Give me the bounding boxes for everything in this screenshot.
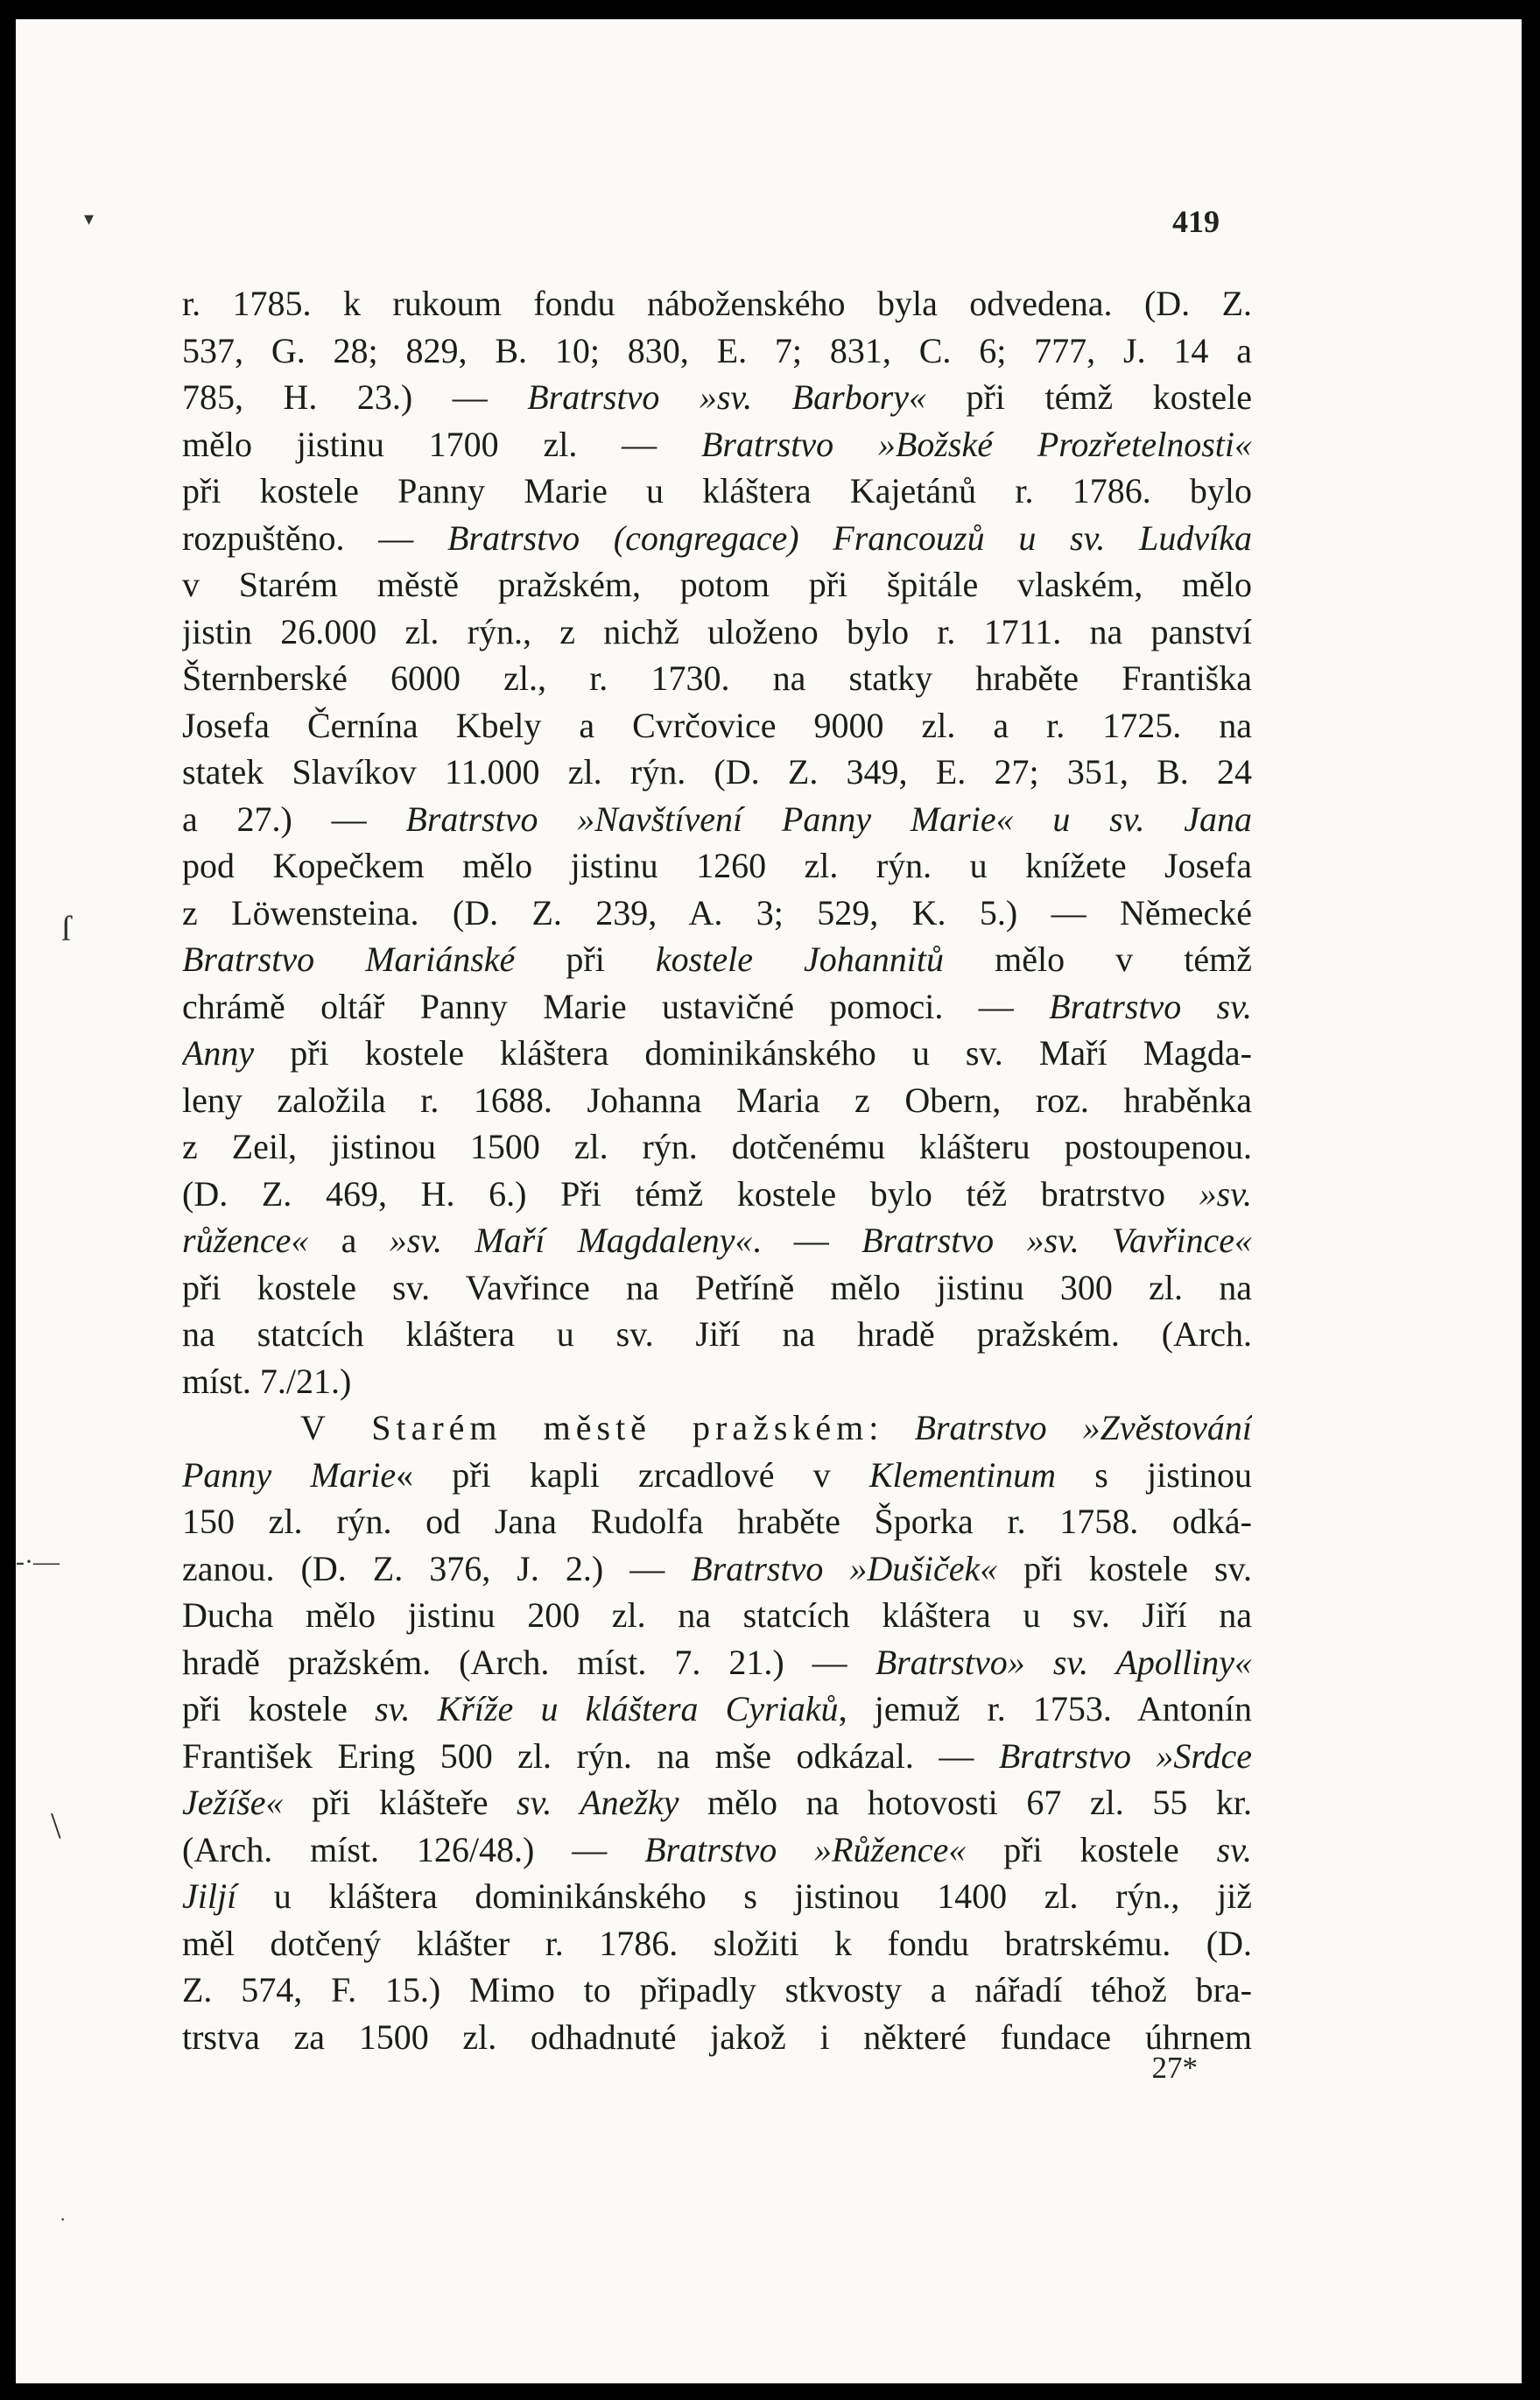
text-line <box>182 327 1252 375</box>
text-line <box>182 280 1252 327</box>
italic-segment: sv. Anežky <box>517 1783 679 1822</box>
text-segment: při kostele Panny Marie u kláštera Kajetánů r. 1786. bylo <box>182 471 1252 510</box>
italic-segment: Bratrstvo »Srdce <box>998 1735 1252 1776</box>
text-line <box>182 1123 1252 1171</box>
text-line <box>182 1452 1252 1499</box>
text-segment: na statcích kláštera u sv. Jiří na hradě pražském. (Arch. <box>182 1314 1252 1354</box>
italic-segment: Bratrstvo »sv. Barbory« <box>527 377 927 417</box>
text-line <box>182 1217 1252 1264</box>
text-line <box>182 421 1252 468</box>
text-segment: při témž kostele <box>926 377 1252 417</box>
text-segment: z Zeil, jistinou 1500 zl. rýn. dotčenému klášteru postoupenou. <box>182 1127 1252 1166</box>
italic-segment: Bratrstvo »Dušiček« <box>691 1548 998 1588</box>
text-segment: mělo v témž <box>944 940 1252 979</box>
italic-segment: Klementinum <box>868 1454 1057 1495</box>
text-segment: pod Kopečkem mělo jistinu 1260 zl. rýn. u knížete Josefa <box>182 846 1252 885</box>
text-segment: « při kapli zrcadlové v <box>396 1454 869 1495</box>
italic-segment: Bratrstvo »sv. Vavřince« <box>861 1221 1252 1260</box>
text-line <box>182 1733 1252 1780</box>
text-line <box>182 1592 1252 1639</box>
italic-segment: růžence« <box>182 1221 309 1260</box>
italic-segment: Anny <box>182 1033 255 1073</box>
text-line <box>182 1358 1252 1405</box>
text-segment: statek Slavíkov 11.000 zl. rýn. (D. Z. 349, E. 27; 351, B. 24 <box>182 752 1252 792</box>
text-line <box>182 1779 1252 1826</box>
text-line <box>182 1171 1252 1218</box>
text-segment: Z. 574, F. 15.) Mimo to připadly stkvosty a nářadí téhož bra- <box>182 1970 1252 2009</box>
margin-line-mark: \ <box>51 1806 61 1847</box>
italic-segment: »sv. Maří Magdaleny« <box>389 1221 753 1260</box>
text-segment: chrámě oltář Panny Marie ustavičné pomoci. — <box>182 986 1050 1026</box>
text-segment: trstva za 1500 zl. odhadnuté jakož i některé fundace úhrnem <box>182 2016 1252 2057</box>
text-segment: 537, G. 28; 829, B. 10; 830, E. 7; 831, C. 6; 777, J. 14 a <box>182 330 1252 370</box>
text-segment: v Starém městě pražském, potom při špitále vlaském, mělo <box>182 565 1252 604</box>
text-segment: mělo na hotovosti 67 zl. 55 kr. <box>679 1783 1252 1822</box>
text-segment: hradě pražském. (Arch. míst. 7. 21.) — <box>182 1642 875 1682</box>
text-line <box>182 796 1252 843</box>
margin-dot-mark: · <box>60 2208 67 2230</box>
italic-segment: Bratrstvo sv. <box>1049 986 1252 1026</box>
text-segment: u kláštera dominikánského s jistinou 1400 zl. rýn., již <box>236 1876 1252 1916</box>
text-segment: zanou. (D. Z. 376, J. 2.) — <box>182 1548 692 1588</box>
italic-segment: kostele Johannitů <box>655 940 945 979</box>
italic-segment: Ježíše« <box>182 1783 284 1822</box>
italic-segment: Bratrstvo» sv. Apolliny« <box>875 1642 1252 1682</box>
text-segment: rozpuštěno. — <box>182 517 447 558</box>
text-line <box>182 1311 1252 1358</box>
text-line <box>182 374 1252 421</box>
text-line <box>182 1639 1252 1686</box>
italic-segment: Bratrstvo »Růžence« <box>644 1829 967 1869</box>
text-segment: 150 zl. rýn. od Jana Rudolfa hraběte Šporka r. 1758. odká- <box>182 1502 1252 1541</box>
text-segment: a <box>308 1221 390 1260</box>
page-number: 419 <box>1172 204 1220 239</box>
text-segment: při kostele kláštera dominikánského u sv. Maří Magda- <box>254 1033 1252 1073</box>
text-segment: r. 1785. k rukoum fondu náboženského byla odvedena. (D. Z. <box>182 284 1252 323</box>
paper-sheet <box>16 19 1522 2383</box>
text-line <box>182 1826 1252 1874</box>
text-segment: , jemuž r. 1753. Antonín <box>838 1689 1252 1728</box>
text-segment: při klášteře <box>283 1783 517 1822</box>
text-segment: měl dotčený klášter r. 1786. složiti k fondu bratrskému. (D. <box>182 1923 1252 1963</box>
text-segment: Šternberské 6000 zl., r. 1730. na statky hraběte Františka <box>182 658 1252 698</box>
text-line <box>182 1967 1252 2014</box>
margin-dash-mark: -·— <box>16 1547 60 1576</box>
text-line <box>182 1545 1252 1593</box>
text-line <box>182 468 1252 515</box>
italic-segment: »sv. <box>1199 1173 1252 1214</box>
text-line <box>182 842 1252 890</box>
text-line <box>182 1920 1252 1967</box>
text-segment: při <box>515 940 656 979</box>
text-segment: (D. Z. 469, H. 6.) Při témž kostele bylo též bratrstvo <box>182 1173 1199 1214</box>
text-segment: při kostele <box>966 1829 1217 1869</box>
text-segment: František Ering 500 zl. rýn. na mše odkázal. — <box>182 1735 999 1776</box>
text-segment: mělo jistinu 1700 zl. — <box>182 424 701 464</box>
italic-segment: Bratrstvo »Zvěstování <box>914 1408 1252 1447</box>
italic-segment: sv. <box>1216 1829 1252 1869</box>
text-segment: Ducha mělo jistinu 200 zl. na statcích kláštera u sv. Jiří na <box>182 1595 1252 1635</box>
text-segment: : <box>868 1408 915 1447</box>
text-line <box>182 561 1252 609</box>
text-segment: leny založila r. 1688. Johanna Maria z Obern, roz. hraběnka <box>182 1080 1252 1120</box>
text-segment: při kostele sv. Vavřince na Petříně mělo jistinu 300 zl. na <box>182 1267 1252 1307</box>
text-line <box>182 702 1252 750</box>
italic-segment: Jiljí <box>182 1876 237 1916</box>
text-segment: a 27.) — <box>182 799 406 839</box>
text-line <box>182 1686 1252 1733</box>
text-line <box>182 1498 1252 1545</box>
text-line <box>182 1873 1252 1920</box>
text-line <box>182 936 1252 983</box>
text-segment: jistin 26.000 zl. rýn., z nichž uloženo bylo r. 1711. na panství <box>182 611 1252 651</box>
signature-mark: 27* <box>1151 2051 1198 2085</box>
italic-segment: Bratrstvo (congregace) Francouzů u sv. Ludvíka <box>447 517 1252 558</box>
text-line <box>182 609 1252 656</box>
body-text <box>182 280 1252 2060</box>
text-line <box>182 983 1252 1031</box>
text-segment: V Starém městě pražském <box>300 1408 869 1447</box>
text-segment: při kostele sv. <box>997 1548 1252 1588</box>
text-line <box>182 515 1252 562</box>
italic-segment: Bratrstvo »Navštívení Panny Marie« u sv. Jana <box>405 799 1252 839</box>
text-line <box>182 1077 1252 1124</box>
text-line <box>182 1404 1252 1452</box>
italic-segment: Panny Marie <box>182 1454 397 1495</box>
margin-tick-mark: ſ <box>61 909 72 948</box>
text-segment: z Löwensteina. (D. Z. 239, A. 3; 529, K. 5.) — Německé <box>182 892 1252 933</box>
text-segment: při kostele <box>182 1689 376 1728</box>
text-line <box>182 1264 1252 1312</box>
text-line <box>182 890 1252 937</box>
text-line <box>182 2014 1252 2061</box>
italic-segment: Bratrstvo »Božské Prozřetelnosti« <box>700 424 1252 464</box>
text-segment: (Arch. míst. 126/48.) — <box>182 1829 645 1869</box>
text-line <box>182 749 1252 796</box>
text-segment: . — <box>752 1221 862 1260</box>
text-segment: 785, H. 23.) — <box>182 377 528 417</box>
italic-segment: sv. Kříže u kláštera Cyriaků <box>375 1689 839 1728</box>
text-segment: míst. 7./21.) <box>182 1361 352 1401</box>
text-line <box>182 655 1252 702</box>
text-segment: Josefa Černína Kbely a Cvrčovice 9000 zl. a r. 1725. na <box>182 705 1252 745</box>
text-segment: s jistinou <box>1056 1454 1252 1495</box>
italic-segment: Bratrstvo Mariánské <box>182 940 516 979</box>
text-line <box>182 1030 1252 1077</box>
margin-tick-mark: ▾ <box>84 208 95 229</box>
